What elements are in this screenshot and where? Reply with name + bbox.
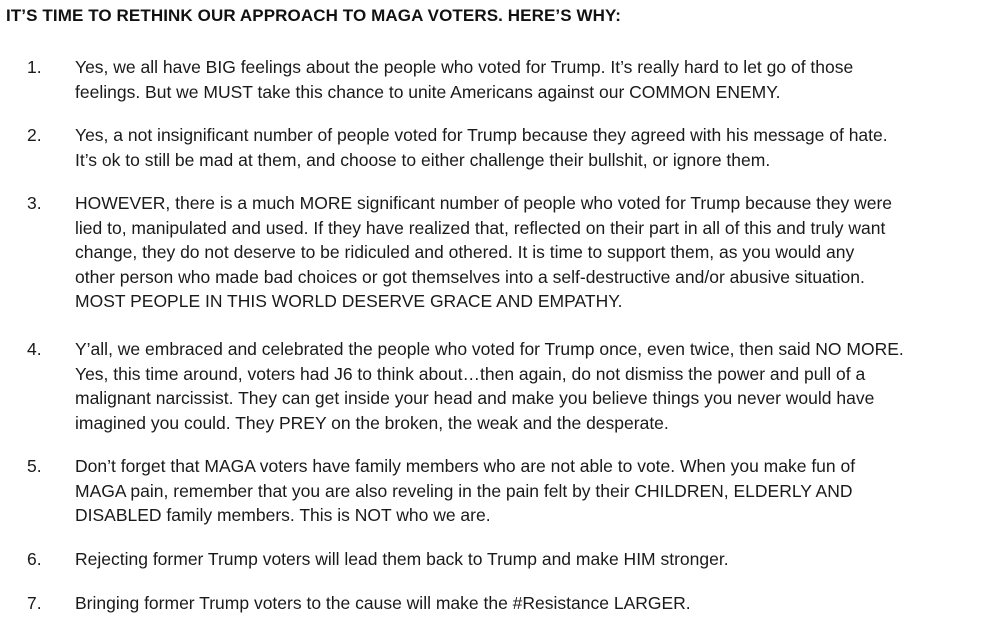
list-item-text-line: Don’t forget that MAGA voters have family members who are not able to vote. When you make fun of — [75, 456, 856, 476]
list-item-text-line: feelings. But we MUST take this chance to unite Americans against our COMMON ENEMY. — [75, 81, 781, 102]
list-item-text-line: Yes, this time around, voters had J6 to think about…then again, do not dismiss the power and pull of a — [75, 363, 866, 384]
list-item-number: 2. — [27, 125, 42, 145]
list-item-text-line: other person who made bad choices or got themselves into a self-destructive and/or abusive situation. — [75, 266, 865, 287]
list-item-number: 6. — [27, 549, 42, 569]
list-item-number: 7. — [27, 593, 42, 613]
list-item-text-line: MAGA pain, remember that you are also reveling in the pain felt by their CHILDREN, ELDERLY AND — [75, 480, 853, 501]
list-item-text-line: Yes, we all have BIG feelings about the people who voted for Trump. It’s really hard to let go of those — [75, 57, 854, 77]
list-item-text-line: HOWEVER, there is a much MORE significant number of people who voted for Trump because they were — [75, 193, 893, 213]
list-item-text-line: change, they do not deserve to be ridiculed and othered. It is time to support them, as you would any — [75, 242, 855, 262]
list-item-number: 5. — [27, 456, 42, 476]
list-item-text-line: lied to, manipulated and used. If they have realized that, reflected on their part in all of this and truly want — [75, 217, 886, 238]
list-item-text-line: malignant narcissist. They can get inside your head and make you believe things you never would have — [75, 388, 875, 408]
list-item-text-line: MOST PEOPLE IN THIS WORLD DESERVE GRACE AND EMPATHY. — [75, 291, 623, 311]
list-item-text-line: It’s ok to still be mad at them, and choose to either challenge their bullshit, or ignore them. — [75, 149, 771, 170]
list-item-text-line: DISABLED family members. This is NOT who we are. — [75, 505, 491, 525]
list-item-number: 1. — [27, 57, 42, 77]
list-item-text-line: Y’all, we embraced and celebrated the people who voted for Trump once, even twice, then said NO MORE. — [75, 339, 904, 359]
list-item-number: 3. — [27, 193, 42, 213]
list-item-text-line: Yes, a not insignificant number of people voted for Trump because they agreed with his message of hate. — [75, 125, 888, 145]
list-item-number: 4. — [27, 339, 42, 359]
list-item-text-line: imagined you could. They PREY on the broken, the weak and the desperate. — [75, 412, 669, 433]
document-title: IT’S TIME TO RETHINK OUR APPROACH TO MAGA VOTERS. HERE’S WHY: — [6, 6, 621, 25]
list-item-text-line: Rejecting former Trump voters will lead them back to Trump and make HIM stronger. — [75, 549, 729, 569]
list-item-text-line: Bringing former Trump voters to the cause will make the #Resistance LARGER. — [75, 593, 691, 613]
